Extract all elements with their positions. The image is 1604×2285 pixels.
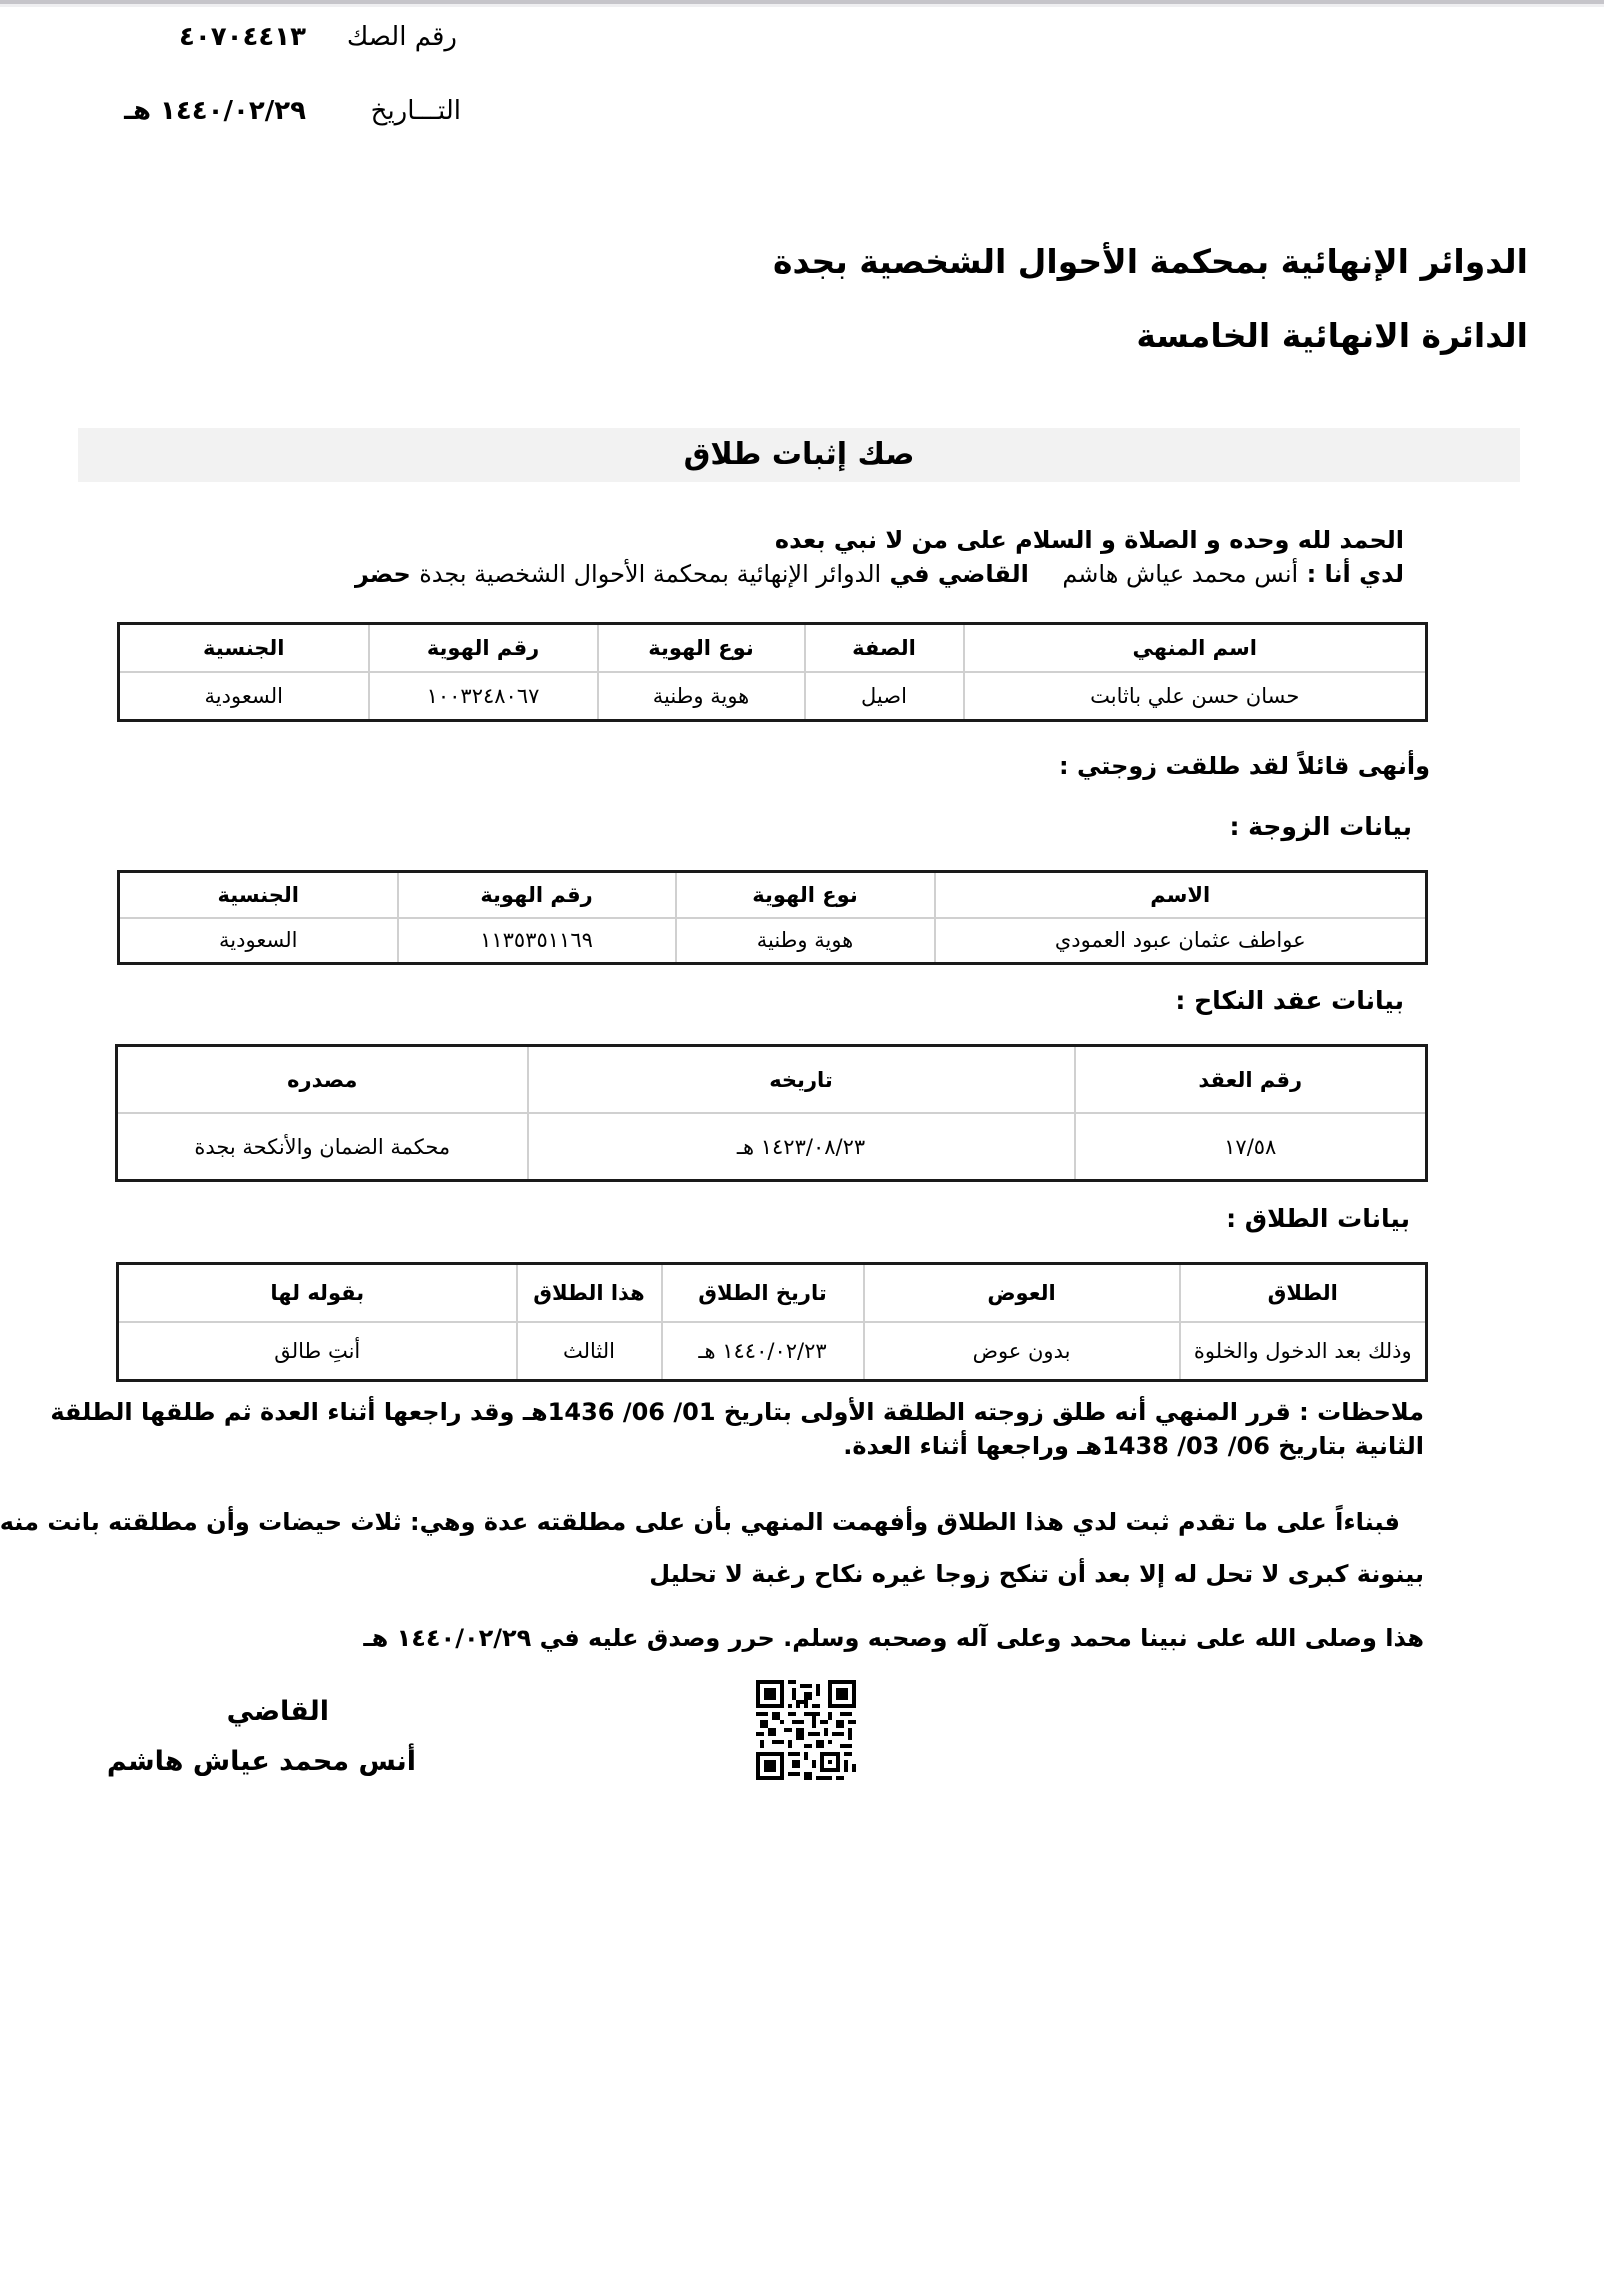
col-header-contract-number: رقم العقد xyxy=(1075,1046,1427,1114)
col-header-divorce: الطلاق xyxy=(1180,1264,1427,1323)
table-header-row xyxy=(119,872,1427,918)
contract-date: ١٤٢٣/٠٨/٢٣ هـ xyxy=(528,1113,1075,1181)
table-header-row xyxy=(119,624,1427,673)
circuit-name: الدائرة الانهائية الخامسة xyxy=(1136,316,1528,355)
deed-number-value: ٤٠٧٠٤٤١٣ xyxy=(179,22,306,52)
col-header-nationality: الجنسية xyxy=(119,624,369,673)
wife-name: عواطف عثمان عبود العمودي xyxy=(935,918,1427,964)
ruling-line-2: بينونة كبرى لا تحل له إلا بعد أن تنكح زوجا غيره نكاح رغبة لا تحليل xyxy=(649,1560,1424,1588)
marriage-section-heading: بيانات عقد النكاح : xyxy=(1175,986,1404,1015)
col-header-statement: بقوله لها xyxy=(118,1264,517,1323)
contract-source: محكمة الضمان والأنكحة بجدة xyxy=(117,1113,528,1181)
divorce-date: ١٤٤٠/٠٢/٢٣ هـ xyxy=(662,1322,864,1381)
contract-number: ١٧/٥٨ xyxy=(1075,1113,1427,1181)
divorce-compensation: بدون عوض xyxy=(864,1322,1180,1381)
col-header-contract-source: مصدره xyxy=(117,1046,528,1114)
divorce-type: وذلك بعد الدخول والخلوة xyxy=(1180,1322,1427,1381)
applicant-table xyxy=(117,622,1428,722)
table-header-row xyxy=(117,1046,1427,1114)
table-row xyxy=(118,1322,1427,1381)
table-header-row xyxy=(118,1264,1427,1323)
applicant-id-number: ١٠٠٣٢٤٨٠٦٧ xyxy=(369,672,598,721)
date-value: ١٤٤٠/٠٢/٢٩ هـ xyxy=(124,96,306,126)
document-title: صك إثبات طلاق xyxy=(683,437,915,472)
closing-line: هذا وصلى الله على نبينا محمد وعلى آله وصحبه وسلم. حرر وصدق عليه في ١٤٤٠/٠٢/٢٩ هـ xyxy=(363,1624,1424,1652)
deed-number-label: رقم الصك xyxy=(346,22,457,52)
notes-line-2: الثانية بتاريخ 06/ 03/ 1438هـ وراجعها أثناء العدة. xyxy=(843,1432,1424,1460)
qr-code-icon xyxy=(756,1680,856,1780)
window-top-strip xyxy=(0,4,1604,7)
col-header-divorce-date: تاريخ الطلاق xyxy=(662,1264,864,1323)
col-header-nationality: الجنسية xyxy=(119,872,398,918)
col-header-id-type: نوع الهوية xyxy=(598,624,805,673)
ruling-line-1: فبناءاً على ما تقدم ثبت لدي هذا الطلاق وأفهمت المنهي بأن على مطلقته عدة وهي: ثلاث حيضات وأن مطلقته بانت منه xyxy=(0,1508,1400,1536)
applicant-nationality: السعودية xyxy=(119,672,369,721)
wife-nationality: السعودية xyxy=(119,918,398,964)
divorce-words: أنتِ طالق xyxy=(118,1322,517,1381)
marriage-contract-table xyxy=(115,1044,1428,1182)
signature-name: أنس محمد عياش هاشم xyxy=(106,1746,416,1777)
col-header-capacity: الصفة xyxy=(805,624,964,673)
col-header-id-number: رقم الهوية xyxy=(369,624,598,673)
col-header-this-divorce: هذا الطلاق xyxy=(517,1264,662,1323)
judge-role: القاضي في xyxy=(889,560,1029,588)
col-header-id-number: رقم الهوية xyxy=(398,872,676,918)
court-text: الدوائر الإنهائية بمحكمة الأحوال الشخصية بجدة xyxy=(419,560,882,588)
attended-word: حضر xyxy=(354,560,411,588)
signature-role: القاضي xyxy=(226,1696,329,1727)
notes-line-1: ملاحظات : قرر المنهي أنه طلق زوجته الطلقة الأولى بتاريخ 01/ 06/ 1436هـ وقد راجعها أثناء العدة ثم طلقها الطلقة xyxy=(50,1398,1424,1426)
judge-line xyxy=(355,560,1404,588)
judge-name: أنس محمد عياش هاشم xyxy=(1062,560,1299,588)
praise-line: الحمد لله وحده و الصلاة و السلام على من لا نبي بعده xyxy=(774,526,1404,554)
col-header-id-type: نوع الهوية xyxy=(676,872,935,918)
applicant-id-type: هوية وطنية xyxy=(598,672,805,721)
date-label: التـــاريخ xyxy=(370,96,461,126)
divorce-section-heading: بيانات الطلاق : xyxy=(1226,1204,1410,1233)
col-header-name: الاسم xyxy=(935,872,1427,918)
divorce-count: الثالث xyxy=(517,1322,662,1381)
table-row xyxy=(119,672,1427,721)
wife-id-number: ١١٣٥٣٥١١٦٩ xyxy=(398,918,676,964)
wife-id-type: هوية وطنية xyxy=(676,918,935,964)
col-header-compensation: العوض xyxy=(864,1264,1180,1323)
wife-table xyxy=(117,870,1428,965)
judge-prefix: لدي أنا : xyxy=(1306,560,1404,588)
applicant-name: حسان حسن علي باثابت xyxy=(964,672,1427,721)
wife-section-heading: بيانات الزوجة : xyxy=(1229,812,1412,841)
table-row xyxy=(117,1113,1427,1181)
col-header-contract-date: تاريخه xyxy=(528,1046,1075,1114)
table-row xyxy=(119,918,1427,964)
divorce-statement: وأنهى قائلاً لقد طلقت زوجتي : xyxy=(1059,752,1430,780)
court-name: الدوائر الإنهائية بمحكمة الأحوال الشخصية بجدة xyxy=(773,242,1528,281)
document-title-band xyxy=(78,428,1520,482)
applicant-capacity: اصيل xyxy=(805,672,964,721)
col-header-applicant-name: اسم المنهي xyxy=(964,624,1427,673)
divorce-table xyxy=(116,1262,1428,1382)
